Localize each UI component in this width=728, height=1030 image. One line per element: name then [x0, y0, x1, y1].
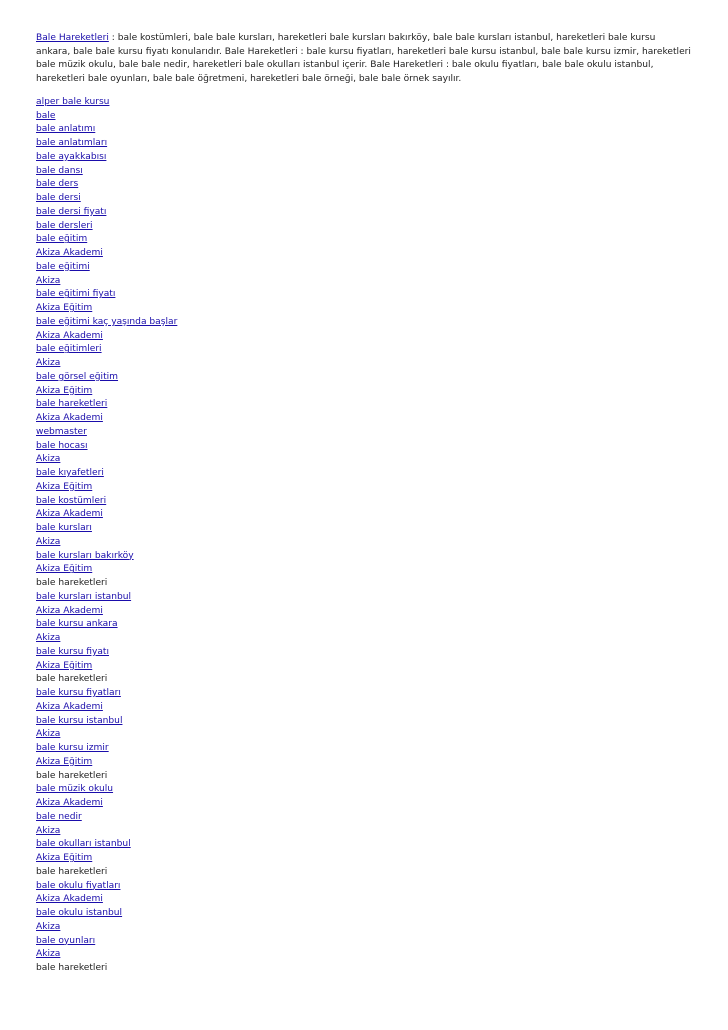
- keyword-link[interactable]: bale kursları istanbul: [36, 591, 132, 602]
- keyword-link[interactable]: Akiza Akademi: [36, 413, 103, 424]
- keyword-link[interactable]: bale kostümleri: [36, 495, 107, 506]
- keyword-link[interactable]: Akiza Akademi: [36, 701, 103, 712]
- keyword-link[interactable]: Akiza Eğitim: [36, 481, 93, 492]
- keyword-link[interactable]: bale eğitimi fiyatı: [36, 289, 116, 300]
- keyword-link[interactable]: Akiza Akademi: [36, 605, 103, 616]
- keyword-link[interactable]: Akiza: [36, 536, 61, 547]
- keyword-link[interactable]: bale okulu istanbul: [36, 908, 123, 919]
- keyword-link[interactable]: Akiza: [36, 825, 61, 836]
- keyword-link[interactable]: bale anlatımı: [36, 124, 96, 135]
- keyword-link[interactable]: bale eğitimi kaç yaşında başlar: [36, 316, 178, 327]
- keyword-link[interactable]: alper bale kursu: [36, 96, 110, 107]
- keyword-link[interactable]: bale hareketleri: [36, 399, 108, 410]
- intro-paragraph: [36, 32, 692, 87]
- keyword-link[interactable]: Akiza Eğitim: [36, 756, 93, 767]
- keyword-link[interactable]: bale kursu fiyatları: [36, 688, 121, 699]
- keyword-link[interactable]: bale dansı: [36, 165, 83, 176]
- keyword-link[interactable]: Akiza Akademi: [36, 894, 103, 905]
- keyword-link[interactable]: bale dersi: [36, 193, 81, 204]
- keyword-link[interactable]: Akiza Eğitim: [36, 853, 93, 864]
- keyword-link[interactable]: bale oyunları: [36, 935, 96, 946]
- keyword-text: bale hareketleri: [36, 770, 108, 781]
- keyword-link[interactable]: bale ayakkabısı: [36, 151, 107, 162]
- keyword-link[interactable]: bale kursları bakırköy: [36, 550, 134, 561]
- keyword-link[interactable]: bale anlatımları: [36, 138, 108, 149]
- keyword-link[interactable]: bale eğitimleri: [36, 344, 102, 355]
- keyword-link[interactable]: Akiza: [36, 729, 61, 740]
- keyword-link[interactable]: Akiza Akademi: [36, 509, 103, 520]
- keyword-link[interactable]: bale müzik okulu: [36, 784, 114, 795]
- keyword-link[interactable]: bale okulu fiyatları: [36, 880, 121, 891]
- keyword-link[interactable]: bale: [36, 110, 56, 121]
- keyword-link[interactable]: Akiza Akademi: [36, 798, 103, 809]
- keyword-link[interactable]: Akiza Eğitim: [36, 564, 93, 575]
- keyword-link[interactable]: bale kursları: [36, 523, 92, 534]
- keyword-link[interactable]: Akiza: [36, 358, 61, 369]
- intro-title-link[interactable]: Bale Hareketleri: [36, 33, 109, 43]
- keyword-link-list: [36, 96, 692, 976]
- keyword-link[interactable]: bale kursu izmir: [36, 743, 109, 754]
- keyword-link[interactable]: Akiza: [36, 633, 61, 644]
- keyword-link[interactable]: bale görsel eğitim: [36, 371, 119, 382]
- keyword-link[interactable]: bale kursu fiyatı: [36, 646, 110, 657]
- keyword-link[interactable]: bale eğitimi: [36, 261, 90, 272]
- keyword-text: bale hareketleri: [36, 674, 108, 685]
- keyword-link[interactable]: Akiza Eğitim: [36, 385, 93, 396]
- keyword-link[interactable]: Akiza: [36, 949, 61, 960]
- keyword-link[interactable]: bale dersi fiyatı: [36, 206, 107, 217]
- keyword-text: bale hareketleri: [36, 866, 108, 877]
- keyword-link[interactable]: Akiza Eğitim: [36, 303, 93, 314]
- keyword-link[interactable]: bale eğitim: [36, 234, 88, 245]
- keyword-link[interactable]: bale kursu ankara: [36, 619, 118, 630]
- keyword-link[interactable]: Akiza Akademi: [36, 248, 103, 259]
- keyword-text: bale hareketleri: [36, 963, 108, 974]
- keyword-link[interactable]: Akiza: [36, 454, 61, 465]
- keyword-link[interactable]: bale nedir: [36, 811, 82, 822]
- keyword-link[interactable]: webmaster: [36, 426, 87, 437]
- keyword-link[interactable]: Akiza Akademi: [36, 330, 103, 341]
- keyword-link[interactable]: Akiza: [36, 921, 61, 932]
- intro-text: : bale kostümleri, bale bale kursları, hareketleri bale kursları bakırköy, bale bale kursları istanbul, hareketleri bale kursu ankara, bale bale kursu fiyatı konularıdır. Bale Hareketleri : bale kursu fiyatları, hareketleri bale kursu istanbul, bale bale kursu izmir, hareketleri bale müzik okulu, bale bale nedir, hareketleri bale okulları istanbul içerir. Bale Hareketleri : bale okulu fiyatları, bale bale okulu istanbul, hareketleri bale oyunları, bale bale öğretmeni, hareketleri bale örneği, bale bale örnek sayılır.: [36, 33, 691, 85]
- keyword-link[interactable]: Akiza Eğitim: [36, 660, 93, 671]
- keyword-link[interactable]: bale hocası: [36, 440, 88, 451]
- keyword-link[interactable]: bale kıyafetleri: [36, 468, 104, 479]
- keyword-link[interactable]: bale ders: [36, 179, 79, 190]
- keyword-link[interactable]: bale kursu istanbul: [36, 715, 123, 726]
- keyword-link[interactable]: bale okulları istanbul: [36, 839, 131, 850]
- keyword-link[interactable]: bale dersleri: [36, 220, 93, 231]
- keyword-link[interactable]: Akiza: [36, 275, 61, 286]
- keyword-text: bale hareketleri: [36, 578, 108, 589]
